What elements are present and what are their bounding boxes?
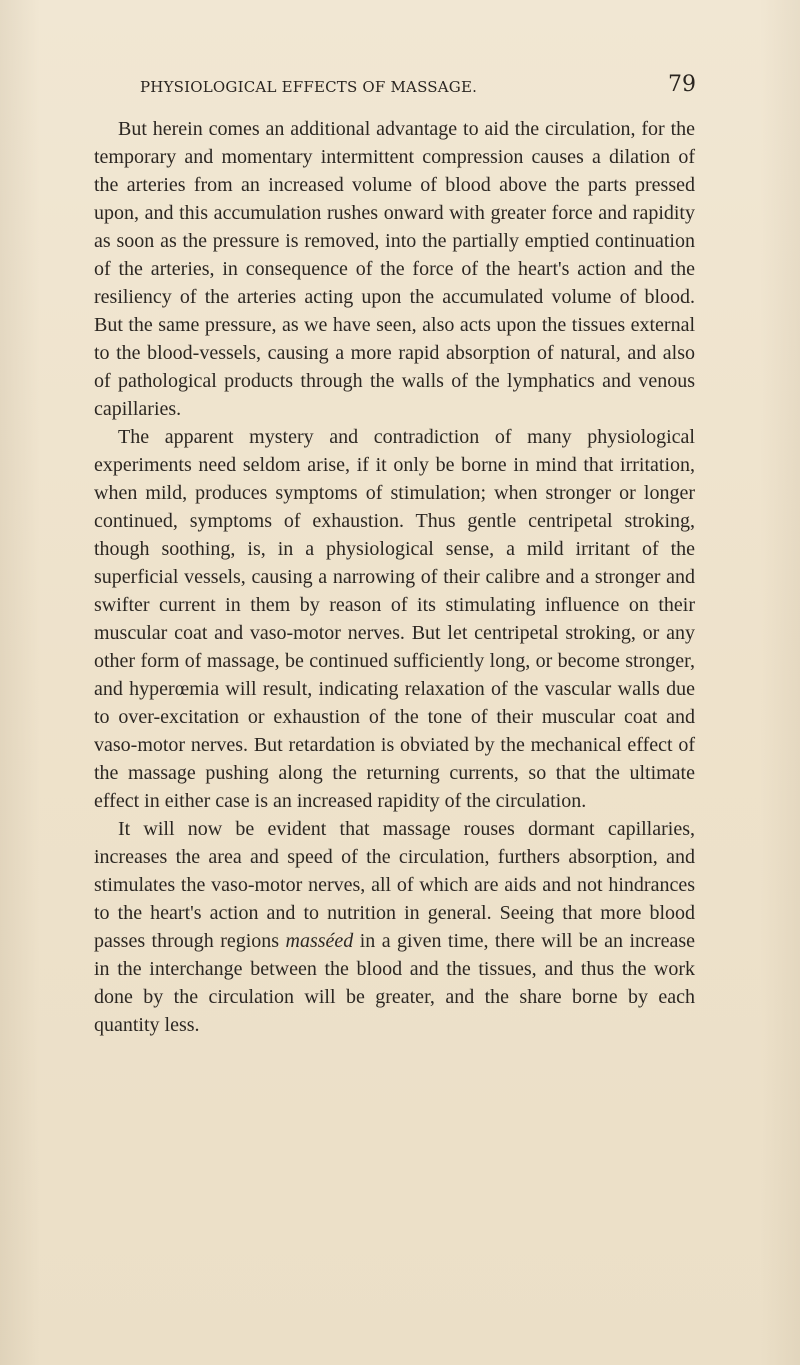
conclusion-text-start: It will now be evident that massage rouses dormant capillaries, increases the area and speed of the circulation, furthers absorption, and stimulates the vaso-motor nerves, all of which are aids and not hindrances to the heart's action and to nutrition in general. Seeing that more blood passes through regions	[94, 818, 695, 952]
conclusion-text-end: in a given time, there will be an increase in the interchange between the blood and the tissues, and thus the work done by the circulation will be greater, and the share borne by each quantity less.	[94, 930, 695, 1036]
body-text	[94, 115, 695, 1039]
italic-term: masséed	[285, 930, 354, 952]
paragraph-conclusion	[94, 815, 695, 1039]
page-header	[140, 72, 696, 108]
paragraph-circulation-advantage: But herein comes an additional advantage to aid the circulation, for the temporary and momentary intermittent compression causes a dilation of the arteries from an increased volume of blood above the parts pressed upon, and this accumulation rushes onward with greater force and rapidity as soon as the pressure is removed, into the partially emptied continuation of the arteries, in consequence of the force of the heart's action and the resiliency of the arteries acting upon the accumulated volume of blood. But the same pressure, as we have seen, also acts upon the tissues external to the blood-vessels, causing a more rapid absorption of natural, and also of pathological products through the walls of the lymphatics and venous capillaries.	[94, 118, 695, 420]
paragraph-physiological-mystery: The apparent mystery and contradiction of many physiological experiments need seldom arise, if it only be borne in mind that irritation, when mild, produces symptoms of stimulation; when stronger or longer continued, symptoms of exhaustion. Thus gentle centripetal stroking, though soothing, is, in a physiological sense, a mild irritant of the superficial vessels, causing a narrowing of their calibre and a stronger and swifter current in them by reason of its stimulating influence on their muscular coat and vaso-motor nerves. But let centripetal stroking, or any other form of massage, be continued sufficiently long, or become stronger, and hyperœmia will result, indicating relaxation of the vascular walls due to over-excitation or exhaustion of the tone of their muscular coat and vaso-motor nerves. But retardation is obviated by the mechanical effect of the massage pushing along the returning currents, so that the ultimate effect in either case is an increased rapidity of the circulation.	[94, 426, 695, 812]
running-head: PHYSIOLOGICAL EFFECTS OF MASSAGE.	[140, 78, 478, 96]
page-number: 79	[668, 72, 696, 97]
